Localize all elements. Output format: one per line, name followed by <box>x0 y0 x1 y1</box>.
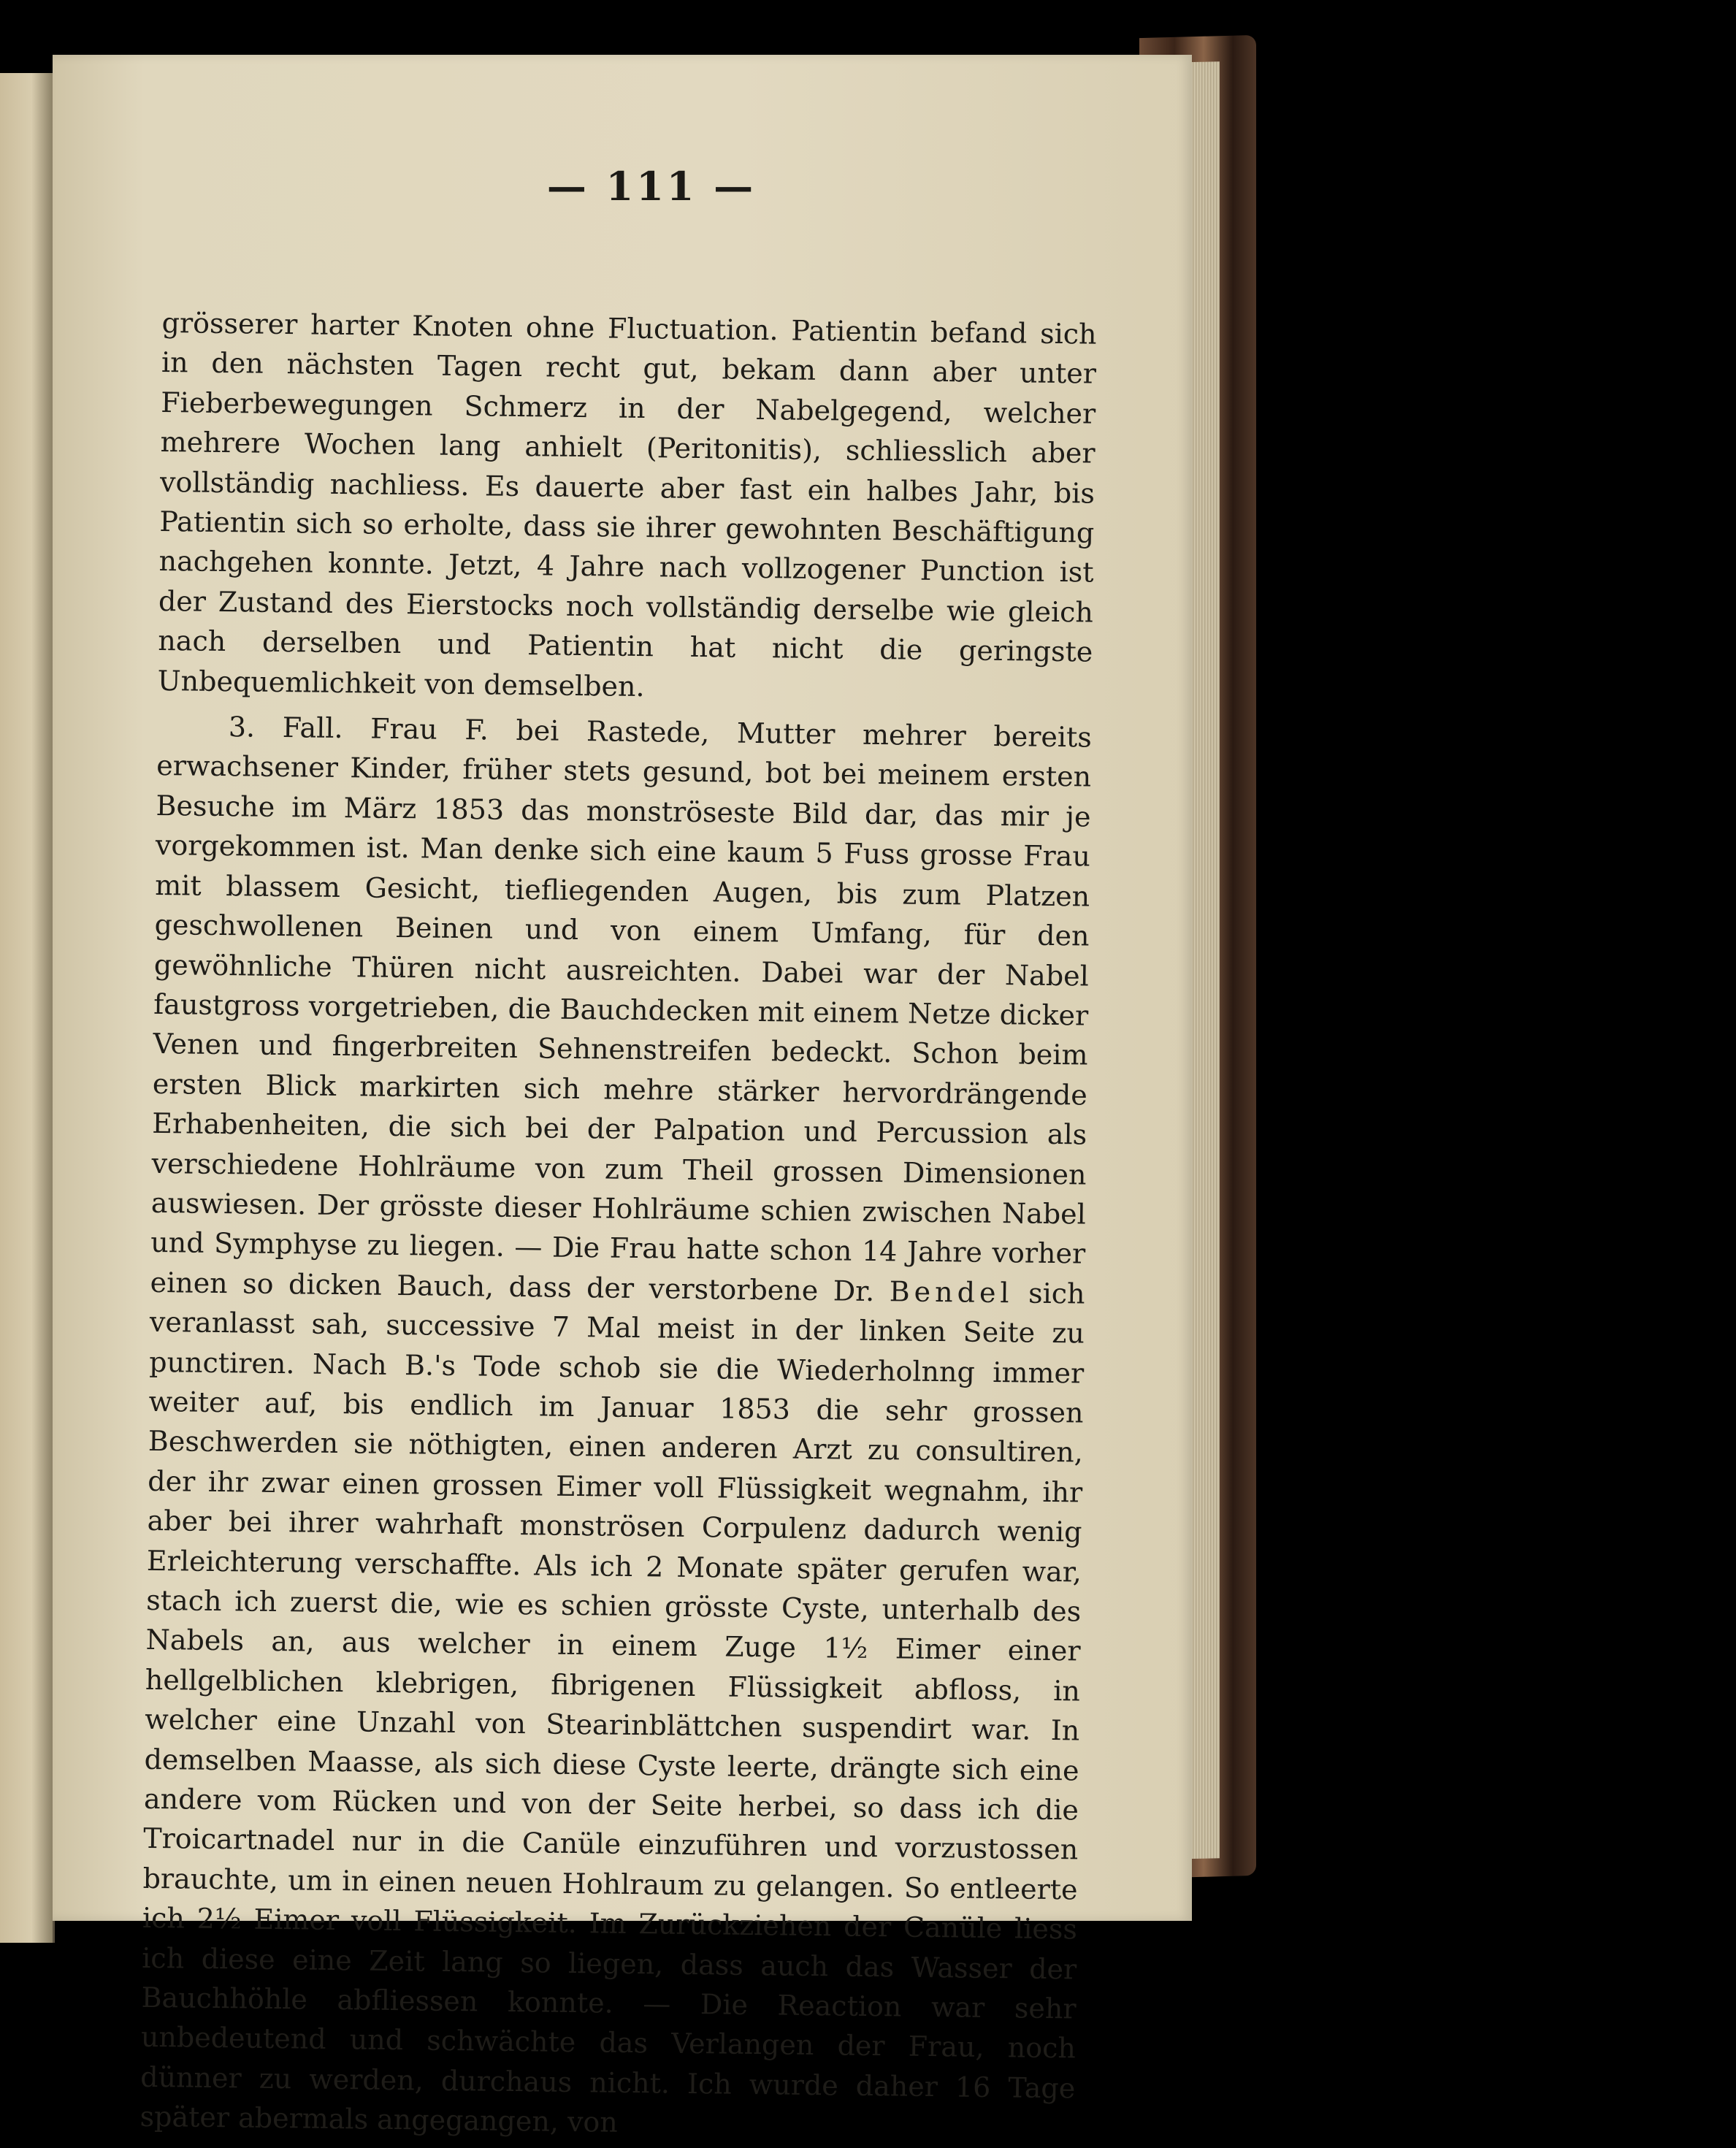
paragraph-text: 3. Fall. Frau F. bei Rastede, Mutter mehrer bereits erwachsener Kinder, früher stets gesund, bot bei meinem ersten Besuche im März 1853 das monströseste Bild dar, das mir je vorgekommen ist. Man denke sich eine kaum 5 Fuss grosse Frau mit blassem Gesicht, tiefliegenden Augen, bis zum Platzen geschwollenen Beinen und von einem Umfang, für den gewöhnliche Thüren nicht ausreichten. Dabei war der Nabel faustgross vorgetrieben, die Bauchdecken mit einem Netze dicker Venen und fingerbreiten Sehnenstreifen bedeckt. Schon beim ersten Blick markirten sich mehre stärker hervordrängende Erhabenheiten, die sich bei der Palpation und Percussion als verschiedene Hohlräume von zum Theil grossen Dimensionen auswiesen. Der grösste dieser Hohlräume schien zwischen Nabel und Symphyse zu liegen. — Die Frau hatte schon 14 Jahre vorher einen so dicken Bauch, dass der verstorbene Dr. <box>150 711 1093 1308</box>
book-page <box>53 55 1192 2139</box>
body-text <box>139 303 1097 2148</box>
paragraph-text: grösserer harter Knoten ohne Fluctuation. Patientin befand sich in den nächsten Tagen recht gut, bekam dann aber unter Fieberbewegungen Schmerz in der Nabelgegend, welcher mehrere Wochen lang anhielt (Peritonitis), schliesslich aber vollständig nachliess. Es dauerte aber fast ein halbes Jahr, bis Patientin sich so erholte, dass sie ihrer gewohnten Beschäftigung nachgehen konnte. Jetzt, 4 Jahre nach vollzogener Punction ist der Zustand des Eierstocks noch vollständig derselbe wie gleich nach derselben und Patientin hat nicht die geringste Unbequemlichkeit von demselben. <box>157 306 1097 703</box>
spaced-name: Bendel <box>889 1275 1014 1310</box>
paragraph-case-3 <box>139 706 1092 2148</box>
page-number: — 111 — <box>546 163 757 210</box>
paragraph-text: sich veranlasst sah, successive 7 Mal meist in der linken Seite zu punctiren. Nach B.'s Tode schob sie die Wiederholnng immer weiter auf, bis endlich im Januar 1853 die sehr grossen Beschwerden sie nöthigten, einen anderen Arzt zu consultiren, der ihr zwar einen grossen Eimer voll Flüssigkeit wegnahm, ihr aber bei ihrer wahrhaft monströsen Corpulenz dadurch wenig Erleichterung verschaffte. Als ich 2 Monate später gerufen war, stach ich zuerst die, wie es schien grösste Cyste, unterhalb des Nabels an, aus welcher in einem Zuge 1½ Eimer einer hellgelblichen klebrigen, fibrigenen Flüssigkeit abfloss, in welcher eine Unzahl von Stearinblättchen suspendirt war. In demselben Maasse, als sich diese Cyste leerte, drängte sich eine andere vom Rücken und von der Seite herbei, so dass ich die Troicartnadel nur in die Canüle einzuführen und vorzustossen brauchte, um in einen neuen Hohlraum zu gelangen. So entleerte ich 2½ Eimer voll Flüssigkeit. Im Zurückziehen der Canüle liess ich diese eine Zeit lang so liegen, dass auch das Wasser der Bauchhöhle abfliessen konnte. — Die Reaction war sehr unbedeutend und schwächte das Verlangen der Frau, noch dünner zu werden, durchaus nicht. Ich wurde daher 16 Tage später abermals angegangen, von <box>139 1277 1085 2139</box>
paragraph-continued <box>157 303 1097 712</box>
facing-page-edge <box>0 73 55 1943</box>
